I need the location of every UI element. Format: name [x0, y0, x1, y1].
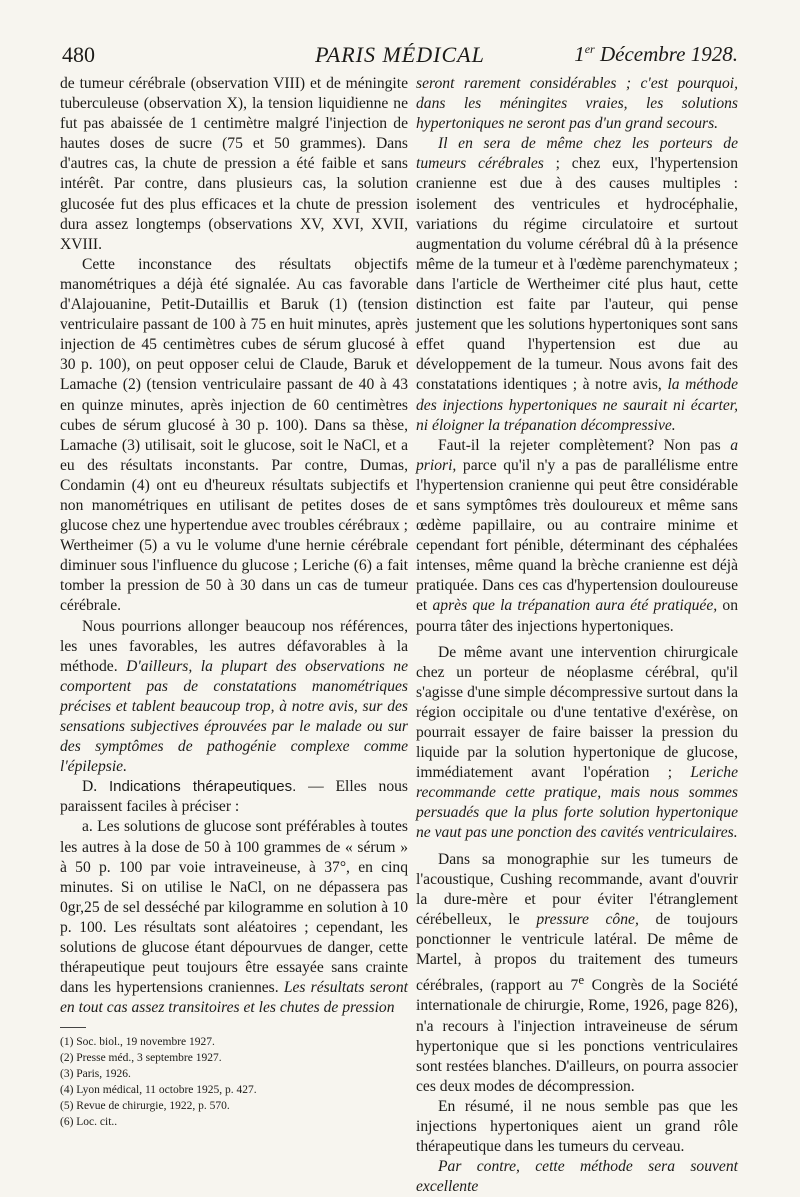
paragraph: a. Les solutions de glucose sont préférables à toutes les autres à la dose de 50 à 100 grammes de « sérum » à 50 p. 100 par voie intraveineuse, à 37°, en cinq minutes. Si on utilise le NaCl, on ne dépassera pas 0gr,25 de sel desséché par kilogramme en solution à 10 p. 100. Les résultats sont aléatoires ; cependant, les solutions de glucose étant dépourvues de danger, cette thérapeutique peut toujours être essayée sans crainte dans les hypertensions craniennes. Les résultats seront en tout cas assez transitoires et les chutes de pression [60, 818, 408, 1017]
footnote: (4) Lyon médical, 11 octobre 1925, p. 427. [60, 1084, 257, 1097]
footnote: (6) Loc. cit.. [60, 1116, 118, 1129]
paragraph: Faut-il la rejeter complètement? Non pas a priori, parce qu'il n'y a pas de parallélisme entre l'hypertension cranienne qui peut être considérable et sans symptômes très douloureux et même sans œdème papillaire, ou au contraire minime et cependant fort pénible, déterminant des céphalées intenses, même quand la brèche cranienne est déjà pratiquée. Dans ces cas d'hypertension douloureuse et après que la trépanation aura été pratiquée, on pourra tâter des injections hypertoniques. [416, 436, 738, 635]
paragraph: De même avant une intervention chirurgicale chez un porteur de néoplasme cérébral, qu'il s'agisse d'une simple décompressive surtout dans la région occipitale ou d'une tentative d'exérèse, on pourrait essayer de faire baisser la pression du liquide par la solution hypertonique de glucose, immédiatement avant l'opération ; Leriche recommande cette pratique, mais nous sommes persuadés que la plus forte solution hypertonique ne vaut pas une ponction des cavités ventriculaires. [416, 643, 738, 842]
footnote: (3) Paris, 1926. [60, 1068, 131, 1081]
running-header [60, 40, 740, 76]
footnote: (1) Soc. biol., 19 novembre 1927. [60, 1036, 215, 1049]
page-number: 480 [62, 42, 95, 67]
section-heading: D. Indications thérapeutiques. — Elles nous paraissent faciles à préciser : [60, 778, 408, 816]
paragraph: En résumé, il ne nous semble pas que les injections hypertoniques aient un grand rôle thérapeutique dans les tumeurs du cerveau. [416, 1097, 738, 1156]
paragraph: Cette inconstance des résultats objectifs manométriques a déjà été signalée. Au cas favorable d'Alajouanine, Petit-Dutaillis et Baruk (1) (tension ventriculaire passant de 100 à 75 en huit minutes, après injection de 45 centimètres cubes de sérum glucosé à 30 p. 100), on peut opposer celui de Claude, Baruk et Lamache (2) (tension ventriculaire passant de 40 à 43 en quinze minutes, après injection de 60 centimètres cubes de sérum glucosé à 30 p. 100). Dans sa thèse, Lamache (3) utilisait, soit le glucose, soit le NaCl, et a eu des résultats inconstants. Par contre, Dumas, Condamin (4) ont eu d'heureux résultats subjectifs et non manométriques en utilisant de petites doses de glucose chez une hypertendue avec troubles cérébraux ; Wertheimer (5) a vu le volume d'une hernie cérébrale diminuer sous l'influence du glucose ; Leriche (6) a fait tomber la pression de 50 à 30 dans un cas de tumeur cérébrale. [60, 255, 408, 615]
right-column [416, 74, 738, 1197]
paragraph: de tumeur cérébrale (observation VIII) et de méningite tuberculeuse (observation X), la tension liquidienne ne fut pas abaissée de 1 centimètre malgré l'injection de hautes doses de sucre (75 et 50 grammes). Dans d'autres cas, la chute de pression a été faible et sans intérêt. Par contre, dans plusieurs cas, la solution glucosée fut des plus efficaces et la chute de pression dura assez longtemps (observations XV, XVI, XVII, XVIII. [60, 75, 408, 253]
paragraph: Nous pourrions allonger beaucoup nos références, les unes favorables, les autres défavorables à la méthode. D'ailleurs, la plupart des observations ne comportent pas de constatations manométriques précises et tablent beaucoup trop, à notre avis, sur des sensations subjectives éprouvées par le malade ou sur des symptômes de pathogénie complexe comme l'épilepsie. [60, 617, 408, 776]
paragraph: Il en sera de même chez les porteurs de tumeurs cérébrales ; chez eux, l'hypertension cranienne est due à des causes multiples : isolement des ventricules et hydrocéphalie, variations du régime circulatoire et surtout augmentation du volume cérébral dû à la présence même de la tumeur et à l'œdème parenchymateux ; dans l'article de Wertheimer cité plus haut, cette distinction est faite par l'auteur, qui pense justement que les solutions hypertoniques sont sans effet quand l'hypertension est due au développement de la tumeur. Nous avons fait des constatations identiques ; à notre avis, la méthode des injections hypertoniques ne saurait ni écarter, ni éloigner la trépanation décompressive. [416, 135, 739, 434]
footnotes [60, 1034, 408, 1130]
paragraph: Par contre, cette méthode sera souvent excellente [416, 1158, 738, 1196]
paragraph: Dans sa monographie sur les tumeurs de l'acoustique, Cushing recommande, avant d'ouvrir la dure-mère et pour éviter l'étranglement cérébelleux, le pressure cône, de toujours ponctionner le ventricule latéral. De même de Martel, à propos du traitement des tumeurs cérébrales, (rapport au 7e Congrès de la Société internationale de chirurgie, Rome, 1926, page 826), n'a recours à l'injection intraveineuse de sérum hypertonique que si les ponctions ventriculaires sont restées blanches. D'ailleurs, on pourra associer ces deux modes de décompression. [416, 850, 738, 1095]
footnote-rule [60, 1027, 86, 1028]
paragraph: seront rarement considérables ; c'est pourquoi, dans les méningites vraies, les solutions hypertoniques ne seront pas d'un grand secours. [416, 75, 738, 133]
journal-title: PARIS MÉDICAL [315, 42, 485, 67]
footnote: (2) Presse méd., 3 septembre 1927. [60, 1052, 222, 1065]
issue-date: 1er Décembre 1928. [574, 42, 738, 66]
left-column [60, 74, 408, 1130]
footnote: (5) Revue de chirurgie, 1922, p. 570. [60, 1100, 230, 1113]
